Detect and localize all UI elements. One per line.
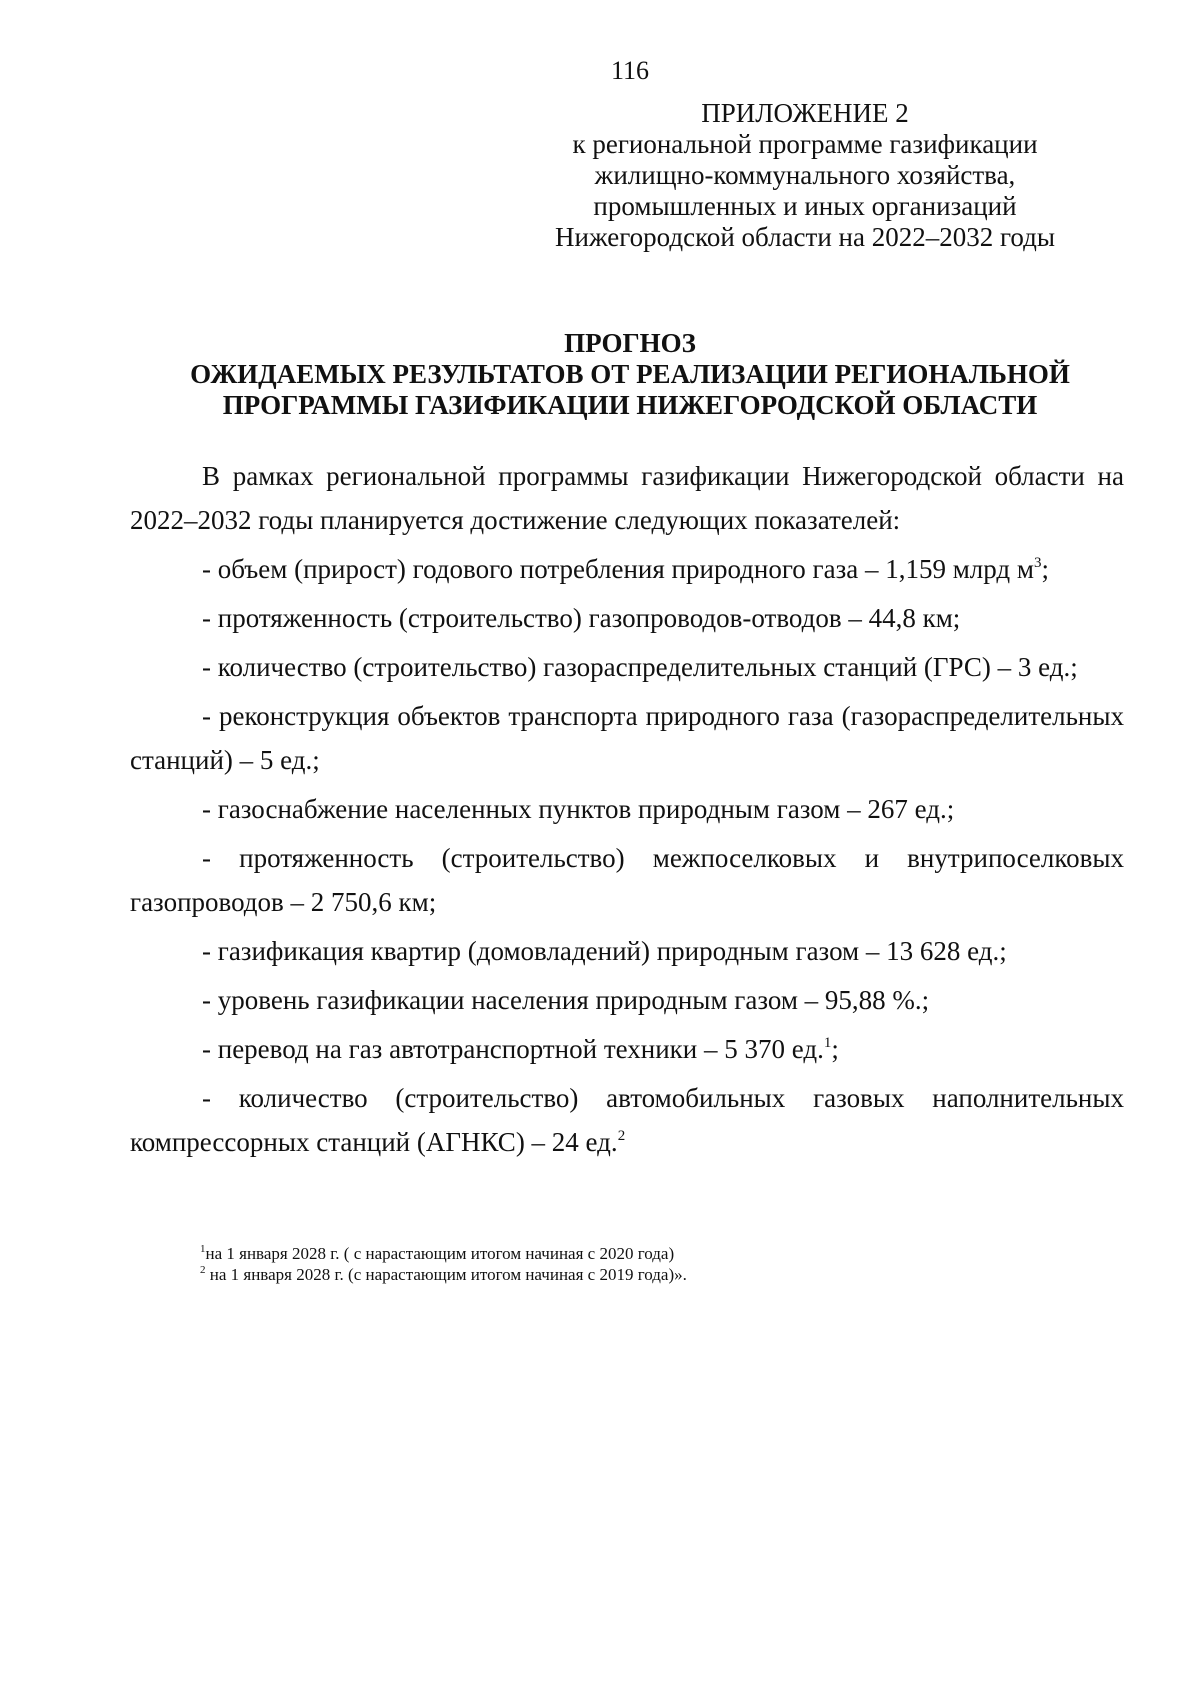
- document-body: [130, 454, 1124, 1169]
- footnote-ref: 1: [823, 1035, 832, 1051]
- indicator-item: [130, 1027, 1124, 1071]
- footnote: [200, 1243, 1100, 1264]
- indicator-item: [130, 929, 1124, 973]
- indicator-text: - протяженность (строительство) межпоселковых и внутрипоселковых газопроводов – 2 750,6 км;: [130, 843, 1124, 917]
- indicator-text: - перевод на газ автотранспортной техники – 5 370 ед.: [202, 1034, 824, 1064]
- indicator-item: [130, 596, 1124, 640]
- appendix-line: Нижегородской области на 2022–2032 годы: [555, 222, 1055, 252]
- indicator-text: - протяженность (строительство) газопроводов-отводов – 44,8 км;: [202, 603, 961, 633]
- document-title: [0, 328, 1200, 421]
- title-line: ПРОГНОЗ: [564, 328, 696, 358]
- appendix-line: промышленных и иных организаций: [593, 191, 1017, 221]
- appendix-title: ПРИЛОЖЕНИЕ 2: [701, 98, 909, 128]
- superscript: 3: [1034, 555, 1042, 571]
- intro-paragraph: В рамках региональной программы газификации Нижегородской области на 2022–2032 годы планируется достижение следующих показателей:: [130, 461, 1124, 535]
- indicator-item: [130, 547, 1124, 591]
- indicator-text: - объем (прирост) годового потребления природного газа – 1,159 млрд м: [202, 554, 1034, 584]
- indicator-text: - уровень газификации населения природным газом – 95,88 %.;: [202, 985, 930, 1015]
- indicator-item: [130, 694, 1124, 782]
- indicator-item: [130, 978, 1124, 1022]
- indicator-text: - реконструкция объектов транспорта природного газа (газораспределительных станций) – 5 ед.;: [130, 701, 1124, 775]
- footnote-ref: 2: [617, 1128, 626, 1144]
- footnote-mark: 1: [200, 1243, 206, 1255]
- indicator-text: - количество (строительство) автомобильных газовых наполнительных компрессорных станций (АГНКС) – 24 ед.: [130, 1083, 1124, 1157]
- title-line: ПРОГРАММЫ ГАЗИФИКАЦИИ НИЖЕГОРОДСКОЙ ОБЛАСТИ: [222, 390, 1038, 420]
- appendix-header: [520, 98, 1090, 253]
- appendix-line: жилищно-коммунального хозяйства,: [594, 160, 1016, 190]
- footnote-text: на 1 января 2028 г. ( с нарастающим итогом начиная с 2020 года): [205, 1244, 675, 1263]
- indicator-text: - количество (строительство) газораспределительных станций (ГРС) – 3 ед.;: [202, 652, 1078, 682]
- footnote: [200, 1264, 1100, 1285]
- title-line: ОЖИДАЕМЫХ РЕЗУЛЬТАТОВ ОТ РЕАЛИЗАЦИИ РЕГИОНАЛЬНОЙ: [190, 359, 1070, 389]
- indicator-item: [130, 645, 1124, 689]
- footnote-text: на 1 января 2028 г. (с нарастающим итогом начиная с 2019 года)».: [205, 1265, 687, 1284]
- indicator-item: [130, 1076, 1124, 1164]
- indicator-item: [130, 836, 1124, 924]
- indicator-item: [130, 787, 1124, 831]
- indicator-text: - газификация квартир (домовладений) природным газом – 13 628 ед.;: [202, 936, 1007, 966]
- footnotes: [200, 1243, 1100, 1285]
- appendix-line: к региональной программе газификации: [572, 129, 1038, 159]
- page-number: 116: [610, 56, 650, 85]
- indicator-text: - газоснабжение населенных пунктов природным газом – 267 ед.;: [202, 794, 955, 824]
- indicator-tail: ;: [1041, 554, 1050, 584]
- indicator-tail: ;: [831, 1034, 839, 1064]
- footnote-mark: 2: [200, 1264, 206, 1276]
